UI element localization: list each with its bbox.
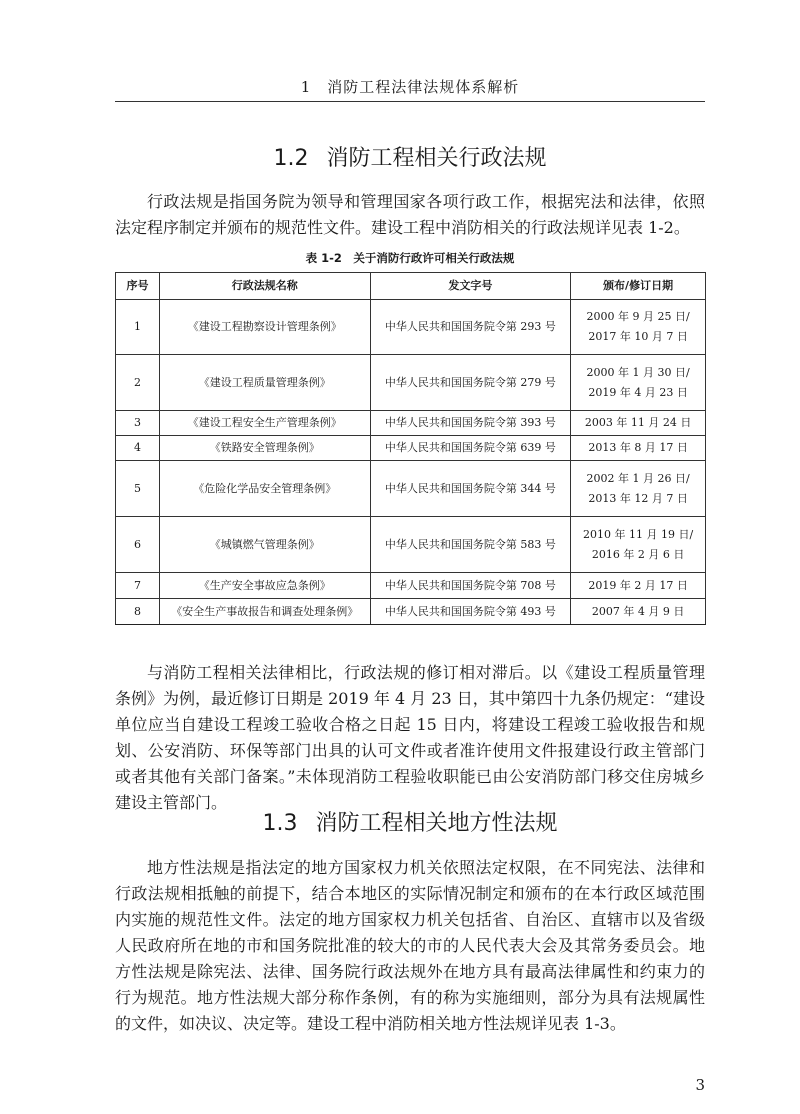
cell-doc-no: 中华人民共和国国务院令第 708 号 (370, 573, 571, 599)
cell-date: 2019 年 2 月 17 日 (571, 573, 706, 599)
header-rule (115, 101, 705, 102)
table-row (116, 573, 706, 599)
cell-seq: 7 (116, 573, 160, 599)
cell-date: 2003 年 11 月 24 日 (571, 411, 706, 436)
cell-name: 《生产安全事故应急条例》 (159, 573, 370, 599)
table-row (116, 355, 706, 411)
cell-doc-no: 中华人民共和国国务院令第 493 号 (370, 599, 571, 625)
cell-name: 《城镇燃气管理条例》 (159, 517, 370, 573)
cell-doc-no: 中华人民共和国国务院令第 583 号 (370, 517, 571, 573)
running-head: 1 消防工程法律法规体系解析 (300, 78, 520, 96)
cell-date (571, 300, 706, 355)
cell-doc-no: 中华人民共和国国务院令第 639 号 (370, 436, 571, 461)
table-row (116, 300, 706, 355)
regulations-table (115, 272, 706, 625)
cell-name: 《建设工程勘察设计管理条例》 (159, 300, 370, 355)
section-title-text: 消防工程相关地方性法规 (315, 811, 558, 836)
date-line: 2016 年 2 月 6 日 (591, 547, 685, 561)
cell-doc-no: 中华人民共和国国务院令第 344 号 (370, 461, 571, 517)
date-line: 2010 年 11 月 19 日/ (582, 527, 694, 541)
cell-doc-no: 中华人民共和国国务院令第 279 号 (370, 355, 571, 411)
cell-seq: 3 (116, 411, 160, 436)
table-caption: 表 1-2 关于消防行政许可相关行政法规 (305, 251, 515, 265)
cell-name: 《危险化学品安全管理条例》 (159, 461, 370, 517)
section-number: 1.3 (262, 811, 298, 836)
header-date: 颁布/修订日期 (571, 273, 706, 300)
table-row (116, 599, 706, 625)
cell-seq: 4 (116, 436, 160, 461)
header-name: 行政法规名称 (159, 273, 370, 300)
paragraph-local-regulations: 地方性法规是指法定的地方国家权力机关依照法定权限，在不同宪法、法律和行政法规相抵触的前提下，结合本地区的实际情况制定和颁布的在本行政区域范围内实施的规范性文件。法定的地方国家权力机关包括省、自治区、直辖市以及省级人民政府所在地的市和国务院批准的较大的市的人民代表大会及其常务委员会。地方性法规是除宪法、法律、国务院行政法规外在地方具有最高法律属性和约束力的行为规范。地方性法规大部分称作条例，有的称为实施细则，部分为具有法规属性的文件，如决议、决定等。建设工程中消防相关地方性法规详见表 1-3。 (115, 858, 705, 1033)
cell-date: 2013 年 8 月 17 日 (571, 436, 706, 461)
table-row (116, 517, 706, 573)
table-header-row (116, 273, 706, 300)
date-line: 2017 年 10 月 7 日 (588, 330, 688, 343)
cell-name: 《安全生产事故报告和调查处理条例》 (159, 599, 370, 625)
section-heading-1-3 (115, 806, 705, 837)
paragraph-intro: 行政法规是指国务院为领导和管理国家各项行政工作，根据宪法和法律，依照法定程序制定并颁布的规范性文件。建设工程中消防相关的行政法规详见表 1-2。 (115, 192, 705, 237)
section-title-text: 消防工程相关行政法规 (326, 146, 547, 171)
cell-date: 2007 年 4 月 9 日 (571, 599, 706, 625)
page-number: 3 (695, 1076, 705, 1094)
cell-seq: 1 (116, 300, 160, 355)
header-seq: 序号 (116, 273, 160, 300)
cell-name: 《铁路安全管理条例》 (159, 436, 370, 461)
header-doc-no: 发文字号 (370, 273, 571, 300)
date-line: 2013 年 12 月 7 日 (588, 491, 688, 505)
cell-doc-no: 中华人民共和国国务院令第 293 号 (370, 300, 571, 355)
date-line: 2000 年 9 月 25 日/ (586, 310, 690, 323)
table-row (116, 461, 706, 517)
section-heading-1-2 (115, 141, 705, 172)
cell-seq: 8 (116, 599, 160, 625)
date-line: 2002 年 1 月 26 日/ (586, 471, 690, 485)
section-number: 1.2 (273, 146, 309, 171)
table-row (116, 436, 706, 461)
cell-seq: 6 (116, 517, 160, 573)
table-row (116, 411, 706, 436)
date-line: 2000 年 1 月 30 日/ (586, 365, 690, 379)
cell-name: 《建设工程质量管理条例》 (159, 355, 370, 411)
date-line: 2019 年 4 月 23 日 (588, 385, 688, 399)
cell-date (571, 517, 706, 573)
paragraph-after-table: 与消防工程相关法律相比，行政法规的修订相对滞后。以《建设工程质量管理条例》为例，最近修订日期是 2019 年 4 月 23 日，其中第四十九条仍规定：“建设单位应当自建设工程竣工验收合格之日起 15 日内，将建设工程竣工验收报告和规划、公安消防、环保等部门出具的认可文件或者准许使用文件报建设行政主管部门或者其他有关部门备案。”未体现消防工程验收职能已由公安消防部门移交住房城乡建设主管部门。 (115, 663, 705, 812)
cell-seq: 5 (116, 461, 160, 517)
cell-date (571, 461, 706, 517)
cell-name: 《建设工程安全生产管理条例》 (159, 411, 370, 436)
cell-seq: 2 (116, 355, 160, 411)
cell-date (571, 355, 706, 411)
cell-doc-no: 中华人民共和国国务院令第 393 号 (370, 411, 571, 436)
